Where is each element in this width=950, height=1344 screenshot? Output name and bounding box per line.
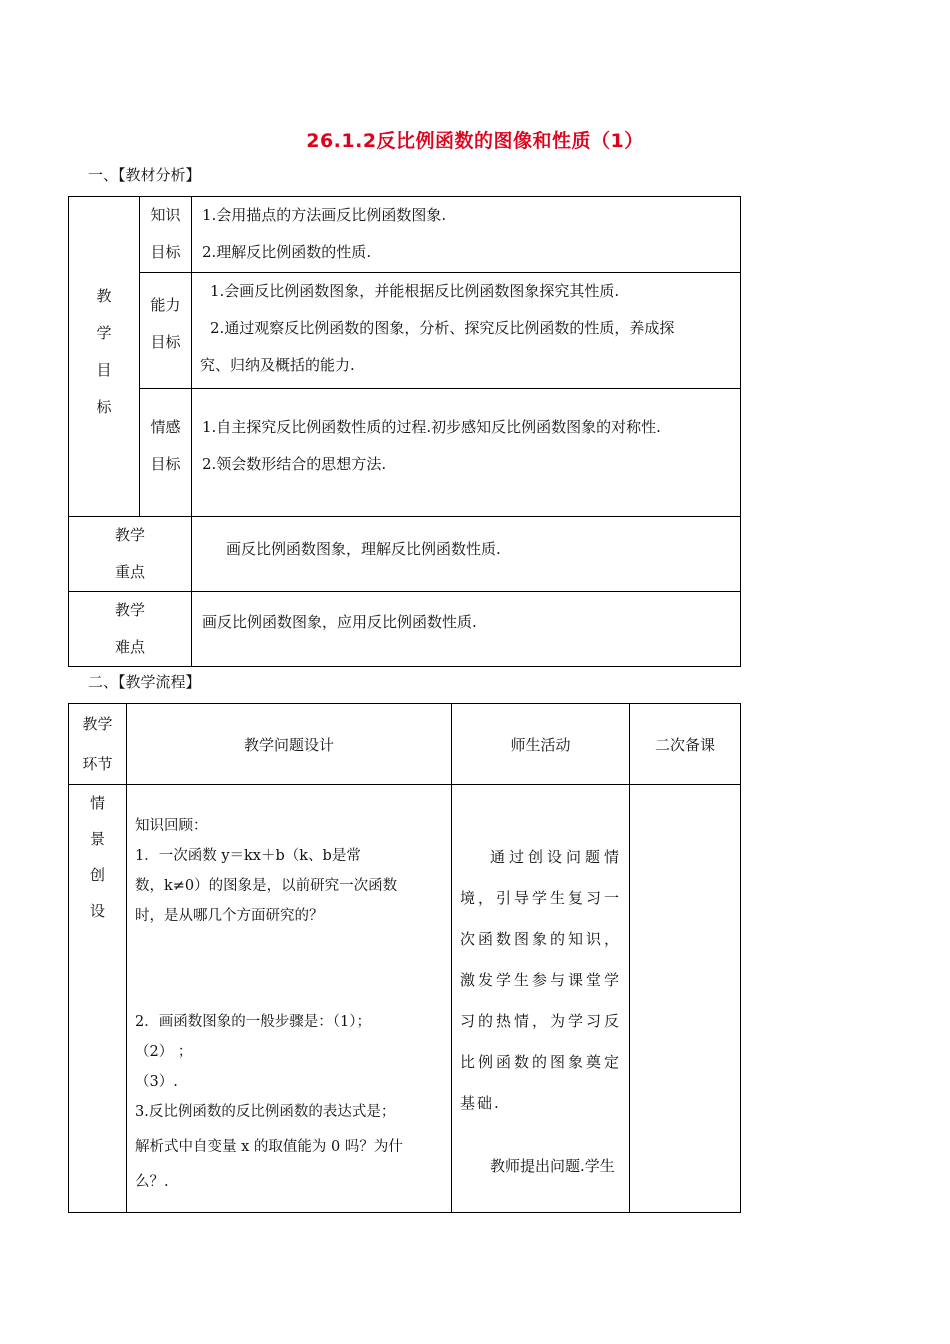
header-activity: 师生活动 bbox=[452, 704, 630, 785]
goal-label-cell: 教 学 目 标 bbox=[69, 197, 140, 517]
header-prep: 二次备课 bbox=[630, 704, 741, 785]
key-point-content: 画反比例函数图象，理解反比例函数性质. bbox=[192, 517, 741, 592]
header-design: 教学问题设计 bbox=[127, 704, 452, 785]
knowledge-content: 1.会用描点的方法画反比例函数图象. 2.理解反比例函数的性质. bbox=[192, 197, 741, 273]
question-design-cell: 知识回顾： 1．一次函数 y＝kx＋b（k、b是常 数，k≠0）的图象是，以前研究一次函数 时，是从哪几个方面研究的？ 2．画函数图象的一般步骤是：（1）； （2） ； （3）. 3.反比例函数的反比例函数的表达式是； 解析式中自变量 x 的取值能为 0 吗？为什 么？. bbox=[127, 785, 452, 1213]
section-heading-analysis: 一、【教材分析】 bbox=[88, 166, 201, 184]
ability-content: 1.会画反比例函数图象，并能根据反比例函数图象探究其性质. 2.通过观察反比例函数的图象，分析、探究反比例函数的性质，养成探 究、归纳及概括的能力. bbox=[192, 273, 741, 389]
stage-name-cell: 情 景 创 设 bbox=[69, 785, 127, 1213]
analysis-table bbox=[68, 196, 741, 667]
flow-table bbox=[68, 703, 741, 1213]
ability-label-cell: 能力 目标 bbox=[140, 273, 192, 389]
header-stage: 教学 环节 bbox=[69, 704, 127, 785]
emotion-content: 1.自主探究反比例函数性质的过程.初步感知反比例函数图象的对称性. 2.领会数形结合的思想方法. bbox=[192, 389, 741, 517]
activity-text-2: 教师提出问题.学生 bbox=[490, 1157, 615, 1175]
activity-cell bbox=[452, 785, 630, 1213]
prep-cell bbox=[630, 785, 741, 1213]
knowledge-label-cell: 知识 目标 bbox=[140, 197, 192, 273]
key-point-label-cell: 教学 重点 bbox=[69, 517, 192, 592]
activity-text: 通过创设问题情境，引导学生复习一次函数图象的知识，激发学生参与课堂学习的热情，为学习反比例函数的图象奠定基础. bbox=[460, 848, 621, 1112]
difficulty-label-cell: 教学 难点 bbox=[69, 592, 192, 667]
emotion-label-cell: 情感 目标 bbox=[140, 389, 192, 517]
page-title: 26.1.2反比例函数的图像和性质（1） bbox=[306, 130, 644, 152]
section-heading-flow: 二、【教学流程】 bbox=[88, 673, 201, 691]
difficulty-content: 画反比例函数图象，应用反比例函数性质. bbox=[192, 592, 741, 667]
